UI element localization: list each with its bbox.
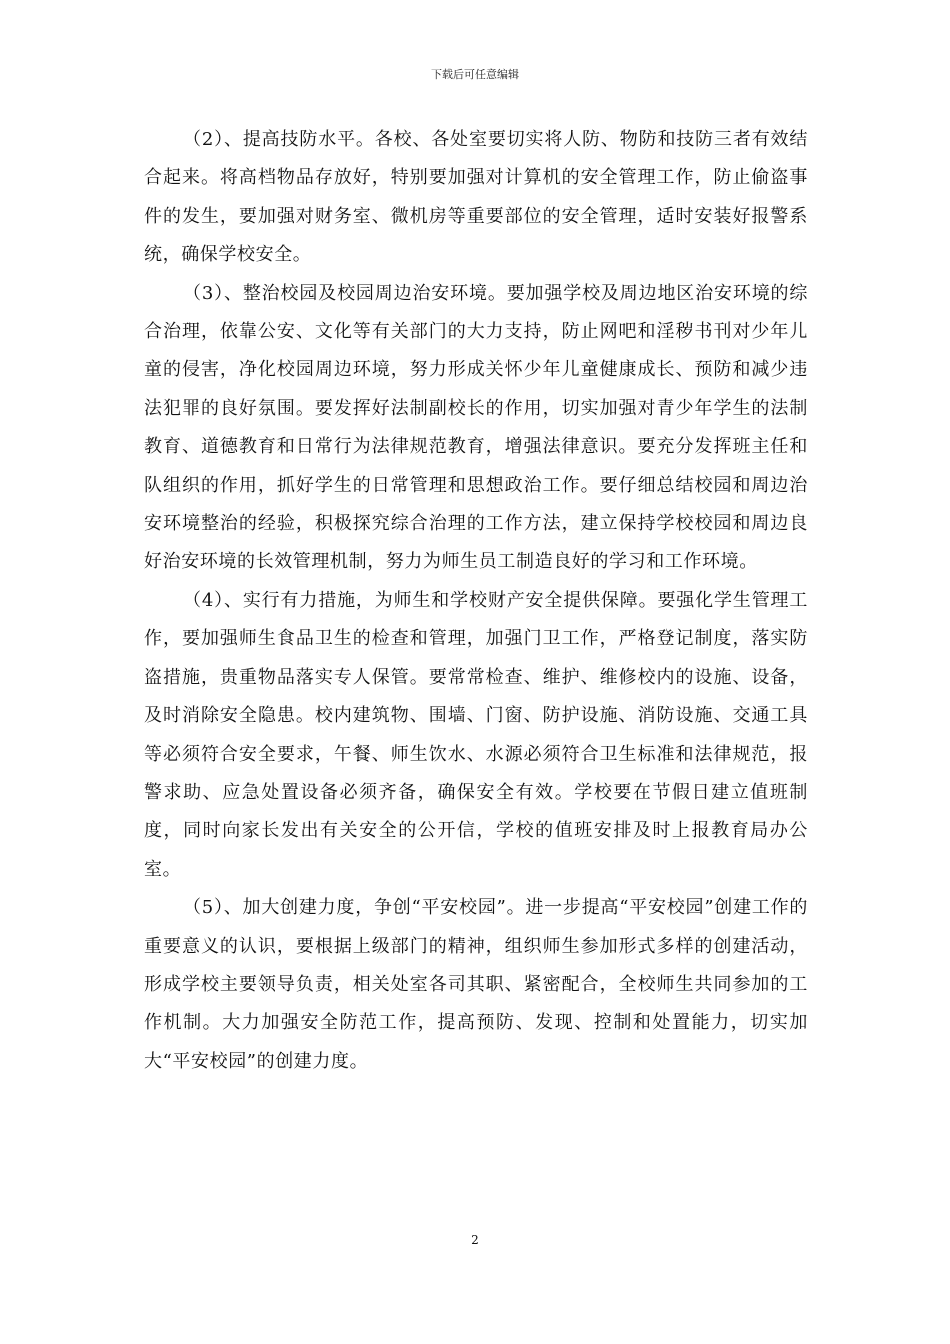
paragraph-5: （5）、加大创建力度，争创“平安校园”。进一步提高“平安校园”创建工作的重要意义的认识，要根据上级部门的精神，组织师生参加形式多样的创建活动，形成学校主要领导负责，相关处室各司其职、紧密配合，全校师生共同参加的工作机制。大力加强安全防范工作，提高预防、发现、控制和处置能力，切实加大“平安校园”的创建力度。 bbox=[144, 897, 808, 1072]
paragraph-3: （3）、整治校园及校园周边治安环境。要加强学校及周边地区治安环境的综合治理，依靠公安、文化等有关部门的大力支持，防止网吧和淫秽书刊对少年儿童的侵害，净化校园周边环境，努力形成关怀少年儿童健康成长、预防和减少违法犯罪的良好氛围。要发挥好法制副校长的作用，切实加强对青少年学生的法制教育、道德教育和日常行为法律规范教育，增强法律意识。要充分发挥班主任和队组织的作用，抓好学生的日常管理和思想政治工作。要仔细总结校园和周边治安环境整治的经验，积极探究综合治理的工作方法，建立保持学校校园和周边良好治安环境的长效管理机制，努力为师生员工制造良好的学习和工作环境。 bbox=[144, 282, 808, 573]
paragraph-4: （4）、实行有力措施，为师生和学校财产安全提供保障。要强化学生管理工作，要加强师生食品卫生的检查和管理，加强门卫工作，严格登记制度，落实防盗措施，贵重物品落实专人保管。要常常检查、维护、维修校内的设施、设备，及时消除安全隐患。校内建筑物、围墙、门窗、防护设施、消防设施、交通工具等必须符合安全要求，午餐、师生饮水、水源必须符合卫生标准和法律规范，报警求助、应急处置设备必须齐备，确保安全有效。学校要在节假日建立值班制度，同时向家长发出有关安全的公开信，学校的值班安排及时上报教育局办公室。 bbox=[144, 589, 808, 880]
page-number: 2 bbox=[471, 1233, 479, 1247]
paragraph-2: （2）、提高技防水平。各校、各处室要切实将人防、物防和技防三者有效结合起来。将高档物品存放好，特别要加强对计算机的安全管理工作，防止偷盗事件的发生，要加强对财务室、微机房等重要部位的安全管理，适时安装好报警系统，确保学校安全。 bbox=[144, 129, 808, 266]
document-body bbox=[144, 121, 808, 1081]
page-header: 下载后可任意编辑 bbox=[431, 68, 519, 81]
